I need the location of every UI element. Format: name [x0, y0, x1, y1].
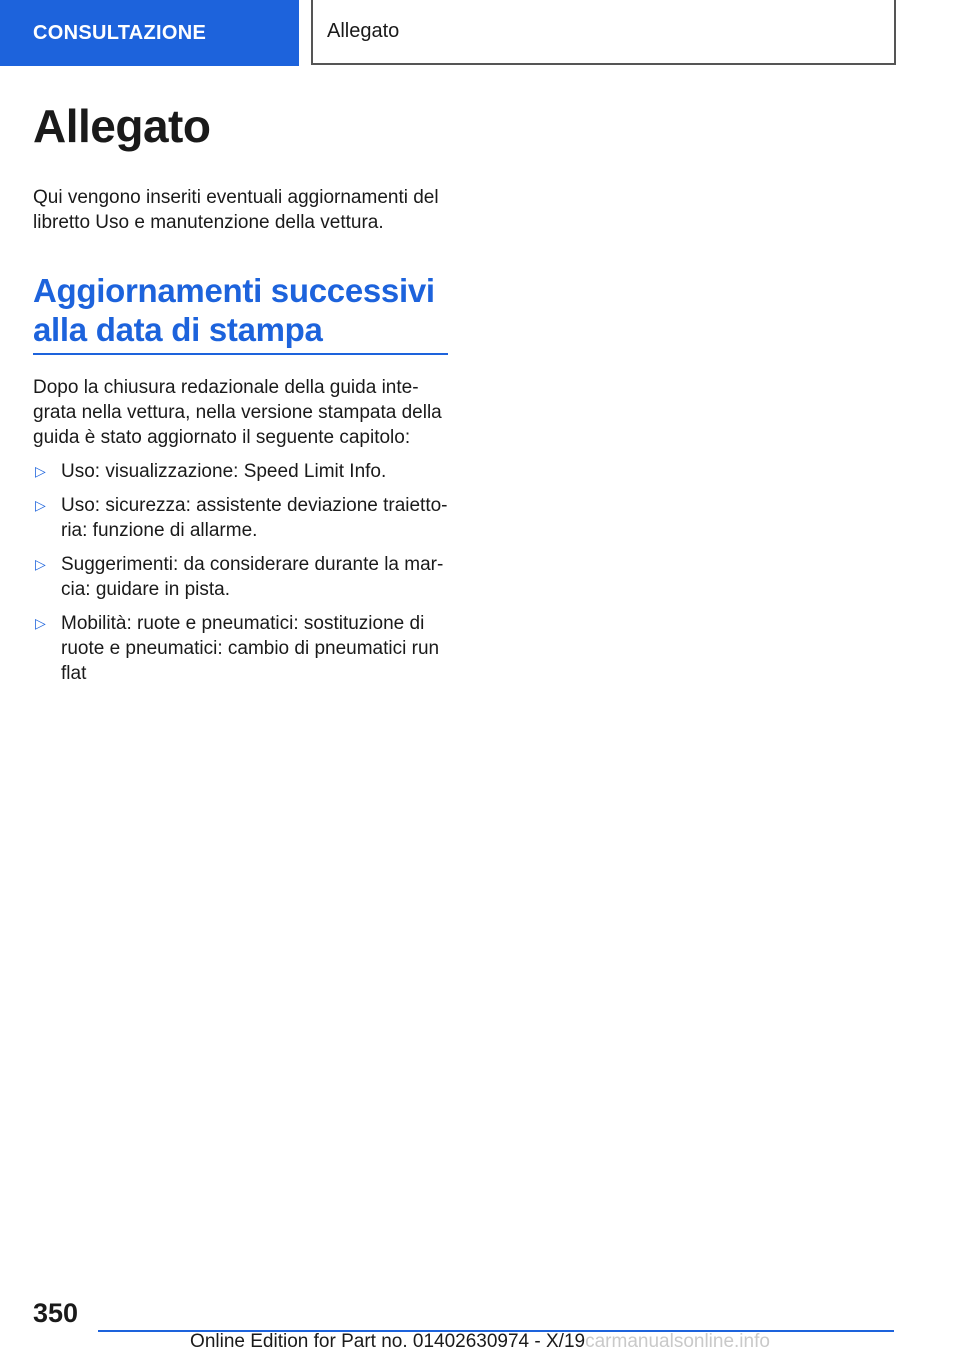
- list-item: [33, 611, 448, 686]
- main-content: [33, 95, 448, 686]
- page-number: 350: [33, 1298, 79, 1328]
- section-label: Allegato: [327, 20, 400, 42]
- page-title: Allegato: [33, 100, 211, 152]
- chapter-label: CONSULTAZIONE: [33, 21, 207, 44]
- list-item-text: Uso: sicurezza: assistente deviazione traietto-ria: funzione di allarme.: [61, 495, 448, 541]
- triangle-bullet-icon: ▷: [35, 497, 46, 513]
- triangle-bullet-icon: ▷: [35, 463, 46, 479]
- list-item: [33, 552, 448, 602]
- updates-list: [33, 459, 448, 686]
- list-item: [33, 493, 448, 543]
- list-item-text: Mobilità: ruote e pneumatici: sostituzione di ruote e pneumatici: cambio di pneumatici run flat: [61, 613, 440, 684]
- list-item-text: Suggerimenti: da considerare durante la mar-cia: guidare in pista.: [61, 554, 444, 600]
- triangle-bullet-icon: ▷: [35, 615, 46, 631]
- section-heading: Aggiornamenti successivi alla data di stampa: [33, 271, 448, 355]
- section-tab: [311, 0, 896, 65]
- list-item: [33, 459, 448, 484]
- chapter-tab: [0, 0, 299, 66]
- footer: [0, 1331, 960, 1353]
- triangle-bullet-icon: ▷: [35, 556, 46, 572]
- body-paragraph: Dopo la chiusura redazionale della guida inte-grata nella vettura, nella versione stampata della guida è stato aggiornato il seguente capitolo:: [33, 377, 442, 448]
- intro-paragraph: Qui vengono inseriti eventuali aggiornamenti del libretto Uso e manutenzione della vettura.: [33, 187, 439, 233]
- watermark-text: carmanualsonline.info: [585, 1331, 770, 1352]
- list-item-text: Uso: visualizzazione: Speed Limit Info.: [61, 461, 387, 482]
- edition-text: Online Edition for Part no. 01402630974 - X/19: [190, 1331, 586, 1352]
